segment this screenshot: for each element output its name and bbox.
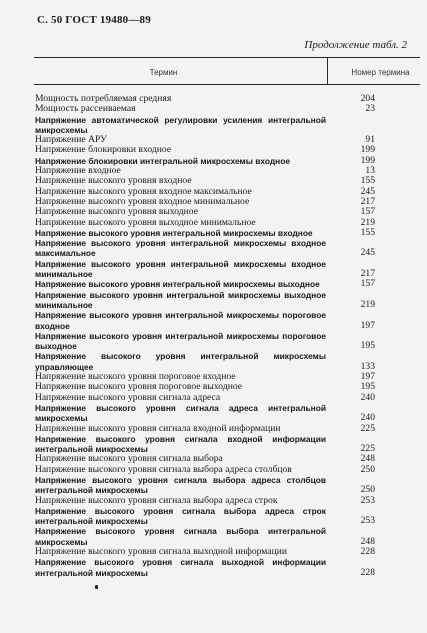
term-number: 157 (360, 278, 375, 290)
term-text: Напряжение высокого уровня сигнала выбора адреса столбцов интегральной микросхемы (35, 474, 326, 496)
table-row (34, 351, 420, 372)
term-number: 219 (360, 298, 375, 310)
term-text: Напряжение входное (35, 165, 121, 177)
term-number: 250 (360, 484, 375, 496)
table-header-rule (34, 84, 420, 85)
term-text: Напряжение высокого уровня сигнала выходной информации интегральной микросхемы (35, 557, 326, 578)
column-header-number: Номер термина (351, 68, 410, 77)
term-text: Напряжение высокого уровня пороговое выходное (35, 381, 243, 393)
term-number: 23 (365, 103, 375, 115)
term-text: Напряжение высокого уровня сигнала выбора (35, 453, 223, 465)
term-text: Напряжение высокого уровня сигнала адреса (35, 391, 221, 403)
term-text: Мощность потребляемая средняя (35, 93, 172, 104)
table-row (34, 496, 420, 506)
table-row (34, 475, 420, 496)
term-text: Напряжение высокого уровня интегральной микросхемы выходное (35, 279, 320, 290)
table-row (34, 259, 420, 280)
table-row (34, 228, 420, 238)
page-header: С. 50 ГОСТ 19480—89 (37, 14, 151, 26)
term-text: Напряжение высокого уровня сигнала выбора интегральной микросхемы (35, 526, 326, 547)
table-row (34, 424, 420, 434)
table-row (34, 290, 420, 311)
column-header-term: Термин (149, 68, 178, 77)
table-row (34, 547, 420, 557)
term-number: 248 (360, 453, 375, 465)
term-text: Напряжение высокого уровня сигнала входной информации интегральной микросхемы (35, 433, 326, 455)
term-text: Напряжение блокировки входное (35, 144, 172, 156)
term-text: Напряжение высокого уровня интегральной микросхемы выходное минимальное (35, 289, 326, 310)
term-number: 248 (360, 535, 375, 547)
table-row (34, 403, 420, 424)
table-row (34, 115, 420, 136)
term-text: Напряжение высокого уровня выходное минимальное (35, 216, 256, 228)
term-number: 217 (360, 195, 375, 207)
table-row (34, 279, 420, 289)
term-number: 204 (360, 93, 375, 104)
table-row (34, 526, 420, 547)
term-text: Напряжение АРУ (35, 134, 107, 146)
term-number: 253 (360, 494, 375, 506)
term-number: 199 (360, 144, 375, 156)
term-number: 195 (360, 340, 375, 352)
term-number: 219 (360, 216, 375, 228)
term-text: Напряжение высокого уровня входное минимальное (35, 195, 250, 207)
table-row (34, 557, 420, 578)
term-text: Мощность рассеиваемая (35, 103, 136, 115)
term-text: Напряжение высокого уровня сигнала выбора адреса столбцов (35, 463, 292, 475)
term-number: 197 (360, 319, 375, 331)
term-number: 133 (360, 360, 375, 372)
term-number: 228 (360, 546, 375, 558)
term-number: 157 (360, 206, 375, 218)
term-text: Напряжение высокого уровня интегральной микросхемы входное максимальное (35, 238, 326, 259)
term-text: Напряжение высокого уровня интегральной микросхемы входное (35, 227, 313, 238)
table-column-divider (327, 57, 328, 85)
term-text: Напряжение высокого уровня сигнала входной информации (35, 422, 281, 434)
term-text: Напряжение высокого уровня сигнала адреса интегральной микросхемы (35, 402, 326, 424)
term-text: Напряжение высокого уровня интегральной микросхемы пороговое выходное (35, 330, 326, 352)
term-text: Напряжение автоматической регулировки усиления интегральной микросхемы (35, 114, 326, 135)
table-top-rule (34, 57, 420, 58)
term-text: Напряжение высокого уровня интегральной микросхемы управляющее (35, 351, 326, 372)
table-row (34, 434, 420, 455)
term-number: 13 (365, 165, 375, 177)
ink-mark (95, 585, 98, 589)
table-row (34, 310, 420, 331)
term-text: Напряжение высокого уровня сигнала выходной информации (35, 546, 287, 558)
table-row (34, 393, 420, 403)
term-number: 225 (360, 422, 375, 434)
term-number: 195 (360, 381, 375, 393)
term-text: Напряжение высокого уровня входное максимальное (35, 185, 252, 197)
term-list (34, 94, 420, 578)
term-number: 228 (360, 566, 375, 578)
term-number: 91 (365, 134, 375, 146)
term-number: 245 (360, 185, 375, 197)
table-row (34, 331, 420, 352)
table-row (34, 238, 420, 259)
term-text: Напряжение высокого уровня выходное (35, 206, 198, 218)
table-row (34, 506, 420, 527)
term-text: Напряжение высокого уровня пороговое входное (35, 371, 236, 383)
term-number: 240 (360, 391, 375, 403)
term-text: Напряжение высокого уровня интегральной микросхемы пороговое входное (35, 310, 326, 331)
term-number: 155 (360, 226, 375, 238)
term-number: 199 (360, 154, 375, 166)
table-continuation-label: Продолжение табл. 2 (304, 39, 407, 51)
term-number: 155 (360, 175, 375, 187)
term-text: Напряжение высокого уровня входное (35, 175, 192, 187)
table-row (34, 465, 420, 475)
term-text: Напряжение блокировки интегральной микросхемы входное (35, 155, 290, 166)
term-number: 217 (360, 268, 375, 280)
term-number: 225 (360, 443, 375, 455)
term-text: Напряжение высокого уровня интегральной микросхемы входное минимальное (35, 258, 326, 280)
term-text: Напряжение высокого уровня сигнала выбора адреса строк интегральной микросхемы (35, 505, 326, 527)
table-row (34, 104, 420, 114)
term-number: 245 (360, 247, 375, 259)
term-number: 253 (360, 515, 375, 527)
term-number: 250 (360, 463, 375, 475)
term-number: 197 (360, 371, 375, 383)
term-number: 240 (360, 412, 375, 424)
term-text: Напряжение высокого уровня сигнала выбора адреса строк (35, 494, 278, 506)
